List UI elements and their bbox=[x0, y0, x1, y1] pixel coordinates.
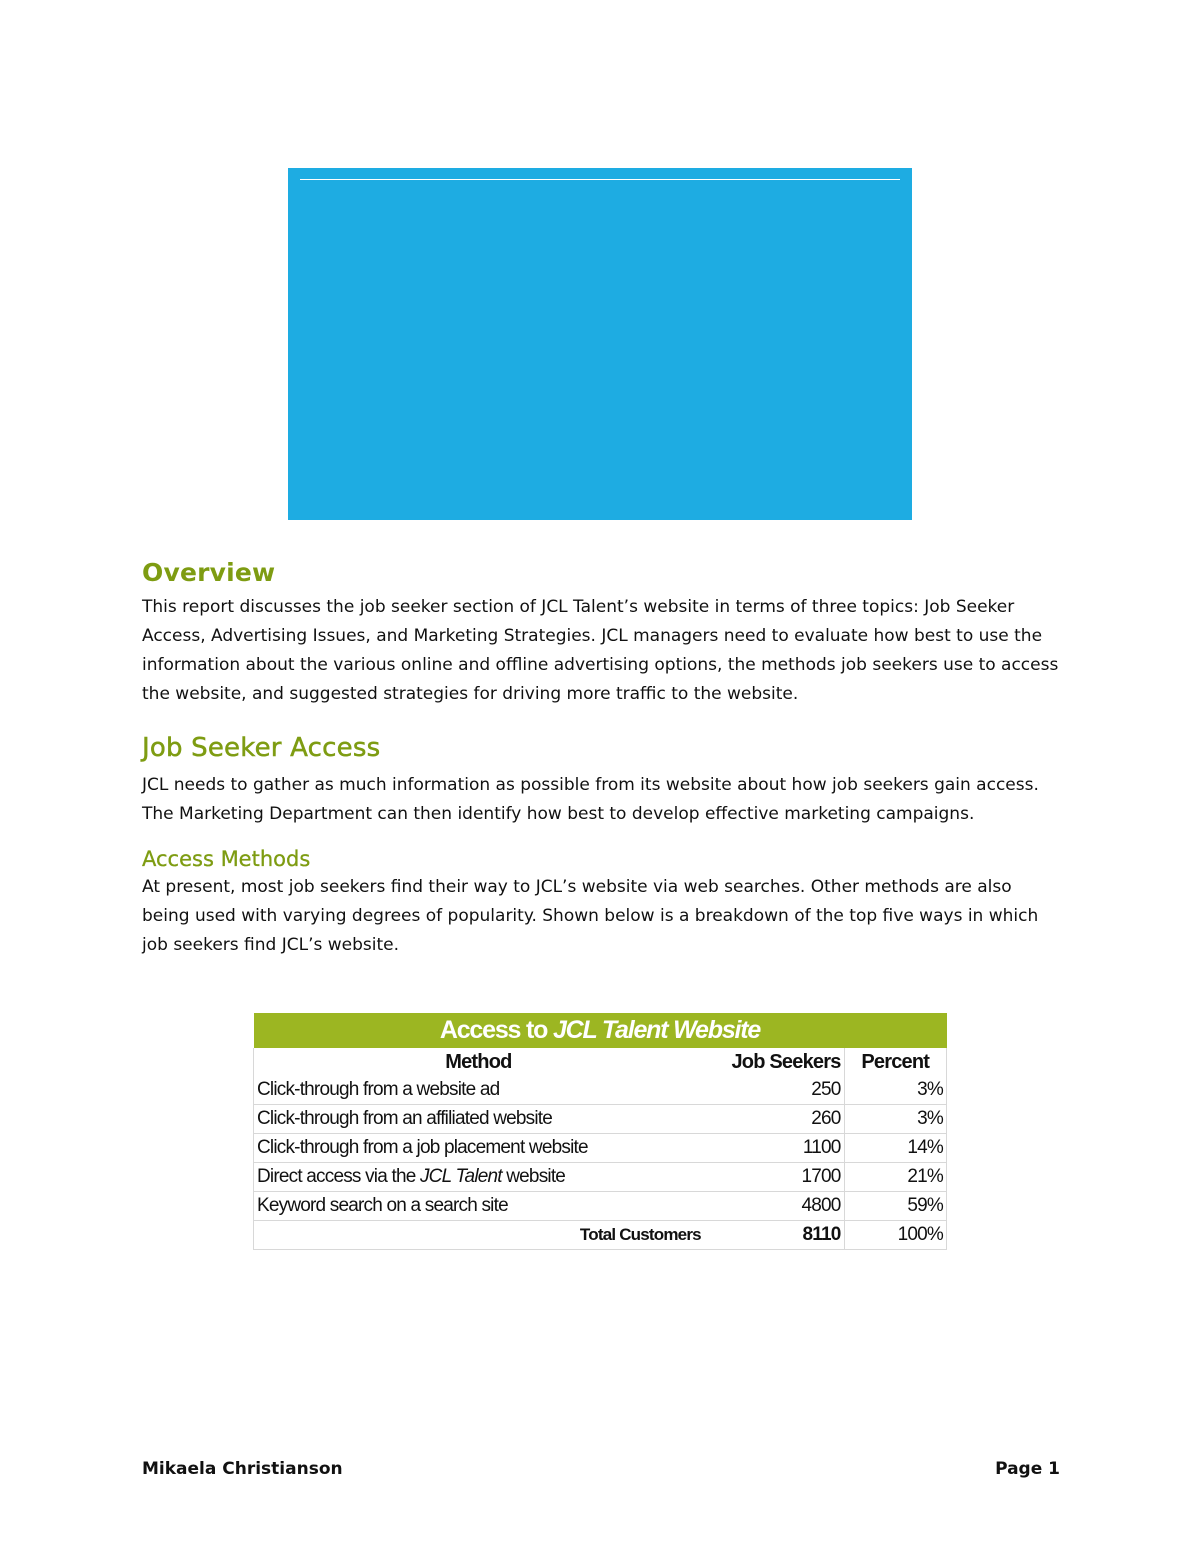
row-job-seekers: 250 bbox=[703, 1076, 844, 1105]
row-method: Click-through from an affiliated website bbox=[254, 1105, 703, 1134]
cover-divider-line bbox=[300, 179, 900, 180]
footer-page-number: Page 1 bbox=[995, 1459, 1060, 1479]
table-title-prefix: Access to bbox=[439, 1016, 553, 1044]
row-method: Click-through from a job placement website bbox=[254, 1134, 703, 1163]
row-job-seekers: 4800 bbox=[703, 1192, 844, 1221]
row-job-seekers: 1100 bbox=[703, 1134, 844, 1163]
row-method-italic: JCL Talent bbox=[419, 1166, 502, 1187]
cover-image-block bbox=[288, 168, 912, 520]
table-title bbox=[254, 1013, 947, 1048]
row-job-seekers: 260 bbox=[703, 1105, 844, 1134]
access-table bbox=[253, 1013, 947, 1250]
table-row bbox=[254, 1076, 947, 1105]
table-row bbox=[254, 1163, 947, 1192]
column-header-percent: Percent bbox=[844, 1048, 946, 1076]
row-percent: 3% bbox=[844, 1076, 946, 1105]
job-seeker-access-heading: Job Seeker Access bbox=[142, 733, 381, 763]
total-label: Total Customers bbox=[254, 1221, 703, 1250]
column-header-method: Method bbox=[254, 1048, 703, 1076]
total-percent: 100% bbox=[844, 1221, 946, 1250]
footer-author: Mikaela Christianson bbox=[142, 1459, 343, 1479]
column-header-job-seekers: Job Seekers bbox=[703, 1048, 844, 1076]
report-body bbox=[142, 556, 1062, 960]
table-row bbox=[254, 1105, 947, 1134]
table-header-row bbox=[254, 1048, 947, 1076]
row-percent: 14% bbox=[844, 1134, 946, 1163]
row-method bbox=[254, 1163, 703, 1192]
overview-heading: Overview bbox=[142, 558, 276, 587]
job-seeker-access-paragraph: JCL needs to gather as much information as possible from its website about how job seekers gain access. The Marketing Department can then identify how best to develop effective marketing campaigns. bbox=[142, 775, 1039, 824]
row-method-suffix: website bbox=[501, 1166, 566, 1187]
table-row bbox=[254, 1134, 947, 1163]
access-methods-paragraph: At present, most job seekers find their way to JCL’s website via web searches. Other methods are also being used with varying degrees of popularity. Shown below is a breakdown of the top five ways in which job seekers find JCL’s website. bbox=[142, 877, 1039, 955]
total-job-seekers: 8110 bbox=[703, 1221, 844, 1250]
table-title-italic: JCL Talent Website bbox=[552, 1016, 761, 1044]
row-percent: 21% bbox=[844, 1163, 946, 1192]
table-total-row bbox=[254, 1221, 947, 1250]
table-row bbox=[254, 1192, 947, 1221]
access-methods-heading: Access Methods bbox=[142, 847, 311, 871]
row-method-prefix: Direct access via the bbox=[257, 1166, 420, 1187]
row-percent: 59% bbox=[844, 1192, 946, 1221]
overview-paragraph: This report discusses the job seeker section of JCL Talent’s website in terms of three topics: Job Seeker Access, Advertising Issues, and Marketing Strategies. JCL managers need to evaluate how best to use the information about the various online and offline advertising options, the methods job seekers use to access the website, and suggested strategies for driving more traffic to the website. bbox=[142, 597, 1059, 704]
row-method: Click-through from a website ad bbox=[254, 1076, 703, 1105]
row-method: Keyword search on a search site bbox=[254, 1192, 703, 1221]
row-percent: 3% bbox=[844, 1105, 946, 1134]
row-job-seekers: 1700 bbox=[703, 1163, 844, 1192]
